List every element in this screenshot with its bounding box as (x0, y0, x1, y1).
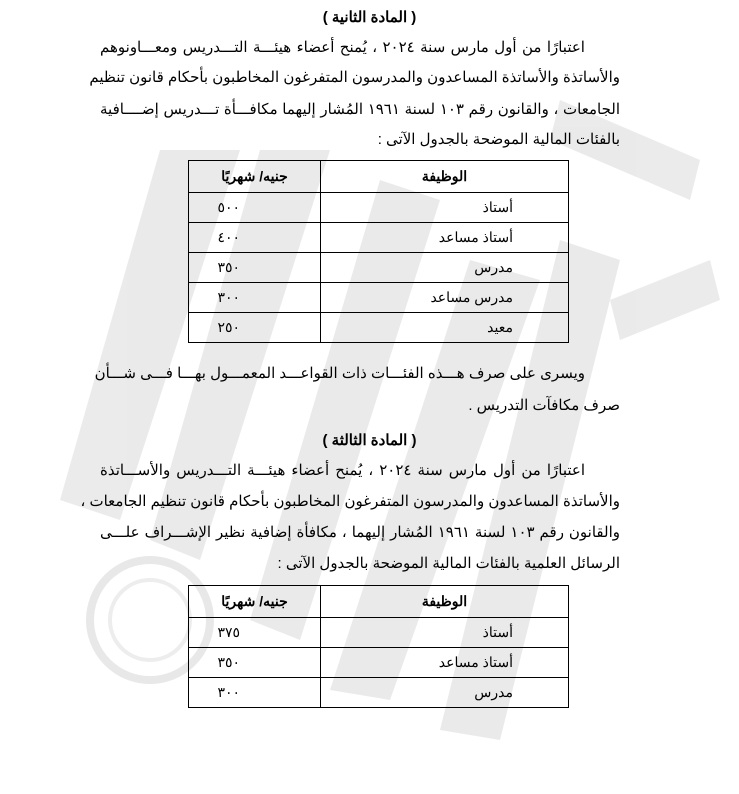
amount-cell: ٣٥٠ (189, 253, 321, 283)
job-cell: مدرس مساعد (321, 283, 569, 313)
article-3-line: الرسائل العلمية بالفئات المالية الموضحة بالجدول الآتى : (277, 555, 620, 572)
article-2-line: الجامعات ، والقانون رقم ١٠٣ لسنة ١٩٦١ المُشار إليهما مكافـــأة تـــدريس إضــــافية (100, 101, 620, 118)
amount-cell: ٣٠٠ (189, 678, 321, 708)
job-cell: أستاذ مساعد (321, 648, 569, 678)
article-3-title: ( المادة الثالثة ) (322, 432, 417, 449)
job-cell: معيد (321, 313, 569, 343)
table-header-row (189, 161, 569, 193)
article-3-line: والأساتذة المساعدون والمدرسون المتفرغون المخاطبون بأحكام قانون تنظيم الجامعات ، (80, 493, 620, 510)
amount-cell: ٤٠٠ (189, 223, 321, 253)
job-cell: أستاذ (321, 193, 569, 223)
amount-cell: ٣٧٥ (189, 618, 321, 648)
job-cell: أستاذ (321, 618, 569, 648)
article-2-line: اعتبارًا من أول مارس سنة ٢٠٢٤ ، يُمنح أعضاء هيئـــة التـــدريس ومعـــاونوهم (100, 39, 585, 56)
amount-cell: ٥٠٠ (189, 193, 321, 223)
header-job: الوظيفة (321, 586, 569, 618)
article-2-after-line: صرف مكافآت التدريس . (468, 397, 620, 414)
article-3-line: والقانون رقم ١٠٣ لسنة ١٩٦١ المُشار إليهما ، مكافأة إضافية نظير الإشـــراف علـــى (100, 524, 620, 541)
table-row (189, 253, 569, 283)
amount-cell: ٣٠٠ (189, 283, 321, 313)
article-2-title: ( المادة الثانية ) (322, 9, 417, 26)
table-row (189, 193, 569, 223)
table-header-row (189, 586, 569, 618)
job-cell: مدرس (321, 678, 569, 708)
table-row (189, 678, 569, 708)
article-3-line: اعتبارًا من أول مارس سنة ٢٠٢٤ ، يُمنح أعضاء هيئـــة التـــدريس والأســـاتذة (100, 462, 585, 479)
amount-cell: ٣٥٠ (189, 648, 321, 678)
table-row (189, 283, 569, 313)
article-2-table (188, 160, 569, 343)
job-cell: مدرس (321, 253, 569, 283)
table-row (189, 648, 569, 678)
header-amount: جنيه/ شهريًا (189, 586, 321, 618)
table-row (189, 313, 569, 343)
article-3-table (188, 585, 569, 708)
article-2-after-line: ويسرى على صرف هـــذه الفئـــات ذات القواعـــد المعمـــول بهـــا فـــى شـــأن (94, 365, 585, 382)
table-row (189, 223, 569, 253)
article-2-line: بالفئات المالية الموضحة بالجدول الآتى : (377, 131, 620, 148)
table-row (189, 618, 569, 648)
article-2-line: والأساتذة والأساتذة المساعدون والمدرسون المتفرغون المخاطبون بأحكام قانون تنظيم (89, 69, 620, 86)
job-cell: أستاذ مساعد (321, 223, 569, 253)
header-job: الوظيفة (321, 161, 569, 193)
amount-cell: ٢٥٠ (189, 313, 321, 343)
header-amount: جنيه/ شهريًا (189, 161, 321, 193)
